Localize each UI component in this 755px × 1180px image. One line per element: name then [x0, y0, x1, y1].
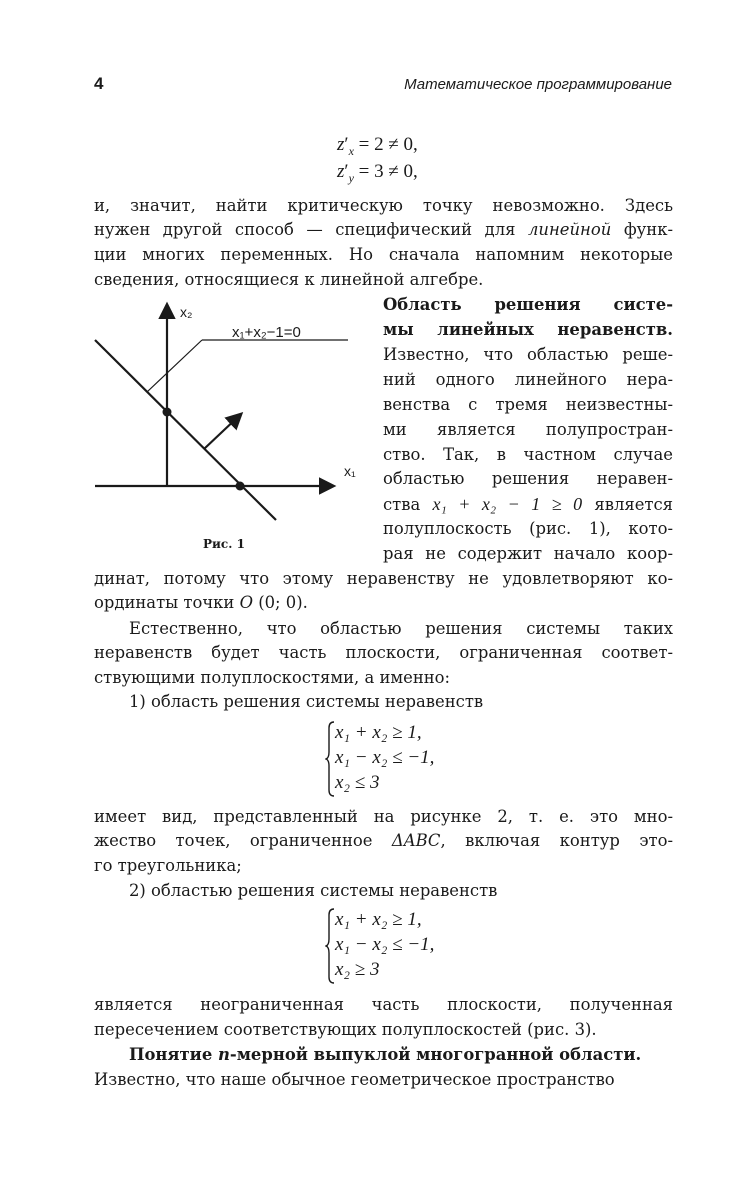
section-1-line: венства с тремя неизвестны-	[383, 395, 673, 414]
section-1-full-line: динат, потому что этому неравенству не удовлетворяют ко-	[94, 569, 673, 588]
system-1-row: x₁ + x₂ ≥ 1,	[335, 722, 422, 743]
brace-icon	[325, 720, 335, 798]
figure-1-caption: Рис. 1	[203, 537, 245, 551]
paragraph-1-line-2	[94, 220, 673, 240]
figure-1-graph	[92, 300, 367, 540]
paragraph-1-line-1: и, значит, найти критическую точку невозможно. Здесь	[94, 196, 673, 215]
equation-zx-value: = 2 ≠ 0,	[358, 134, 418, 155]
system-2-row: x₁ + x₂ ≥ 1,	[335, 909, 422, 930]
half-plane-arrow	[204, 415, 240, 449]
paragraph-2-line-2: неравенств будет часть плоскости, ограниченная соответ-	[94, 643, 673, 662]
intercept-point-x1	[236, 482, 245, 491]
section-1-heading-line-2: мы линейных неравенств.	[383, 320, 673, 339]
section-1-heading-line-1: Область решения систе-	[383, 295, 673, 314]
line-equation-label: x₁+x₂−1=0	[232, 324, 301, 341]
paragraph-2-line-4: 1) область решения системы неравенств	[129, 692, 484, 711]
inequality-math: x₁ + x₂ − 1 ≥ 0	[432, 494, 583, 514]
paragraph-3-line-4: 2) областью решения системы неравенств	[129, 881, 498, 900]
text-italic: O	[239, 593, 253, 612]
section-1-line: рая не содержит начало коор-	[383, 544, 673, 563]
equation-zx: $z'_x = 2 \ne 0$,	[337, 134, 418, 158]
axis-label-x2: x₂	[180, 304, 193, 320]
section-1-line: полуплоскость (рис. 1), кото-	[383, 519, 673, 538]
equation-zy: $z'_y = 3 \ne 0$,	[337, 161, 418, 185]
text-run: ординаты точки	[94, 593, 235, 612]
inequality-system-2	[325, 907, 465, 987]
paragraph-2-line-1: Естественно, что областью решения системы таких	[129, 619, 673, 638]
axis-label-x1: x₁	[344, 463, 356, 479]
paragraph-3-line-1: имеет вид, представленный на рисунке 2, т. е. это мно-	[94, 807, 673, 826]
section-1-line: ний одного линейного нера-	[383, 370, 673, 389]
text-italic: линейной	[528, 220, 612, 239]
text-italic: ΔABC	[391, 831, 441, 850]
system-2-row: x₁ − x₂ ≤ −1,	[335, 934, 435, 955]
section-1-full-line-last	[94, 593, 673, 613]
equation-zy-value: = 3 ≠ 0,	[358, 161, 418, 182]
section-1-line-inequality	[383, 494, 673, 515]
paragraph-2-line-3: ствующими полуплоскостями, а именно:	[94, 668, 451, 687]
text-italic: n	[217, 1045, 230, 1064]
system-2-row: x₂ ≥ 3	[335, 959, 380, 980]
paragraph-4-line-2: пересечением соответствующих полуплоскостей (рис. 3).	[94, 1020, 597, 1039]
system-1-row: x₁ − x₂ ≤ −1,	[335, 747, 435, 768]
intercept-point-x2	[163, 408, 172, 417]
paragraph-1-line-4: сведения, относящиеся к линейной алгебре.	[94, 270, 484, 289]
text-run: (0; 0).	[258, 593, 308, 612]
running-title: Математическое программирование	[404, 76, 672, 93]
brace-icon	[325, 907, 335, 985]
section-1-line: Известно, что областью реше-	[383, 345, 673, 364]
text-run: ства	[383, 495, 421, 514]
system-1-row: x₂ ≤ 3	[335, 772, 380, 793]
text-run: -мерной выпуклой многогранной области.	[229, 1045, 642, 1064]
paragraph-4-line-1: является неограниченная часть плоскости, полученная	[94, 995, 673, 1014]
text-run: является	[594, 495, 673, 514]
text-run: функ-	[623, 220, 673, 239]
page-number: 4	[94, 74, 104, 93]
paragraph-3-line-3: го треугольника;	[94, 856, 242, 875]
boundary-line	[95, 340, 276, 520]
inequality-system-1	[325, 720, 465, 800]
paragraph-3-line-2	[94, 831, 673, 851]
text-run: нужен другой способ — специфический для	[94, 220, 516, 239]
section-1-line: областью решения неравен-	[383, 469, 673, 488]
label-leader	[147, 340, 202, 392]
paragraph-1-line-3: ции многих переменных. Но сначала напомним некоторые	[94, 245, 673, 264]
text-run: , включая контур это-	[440, 831, 673, 850]
section-1-line: ство. Так, в частном случае	[383, 445, 673, 464]
text-run: Понятие	[129, 1045, 218, 1064]
section-2-line: Известно, что наше обычное геометрическое пространство	[94, 1070, 615, 1089]
text-run: жество точек, ограниченное	[94, 831, 373, 850]
section-2-heading	[94, 1045, 673, 1065]
section-1-line: ми является полупростран-	[383, 420, 673, 439]
